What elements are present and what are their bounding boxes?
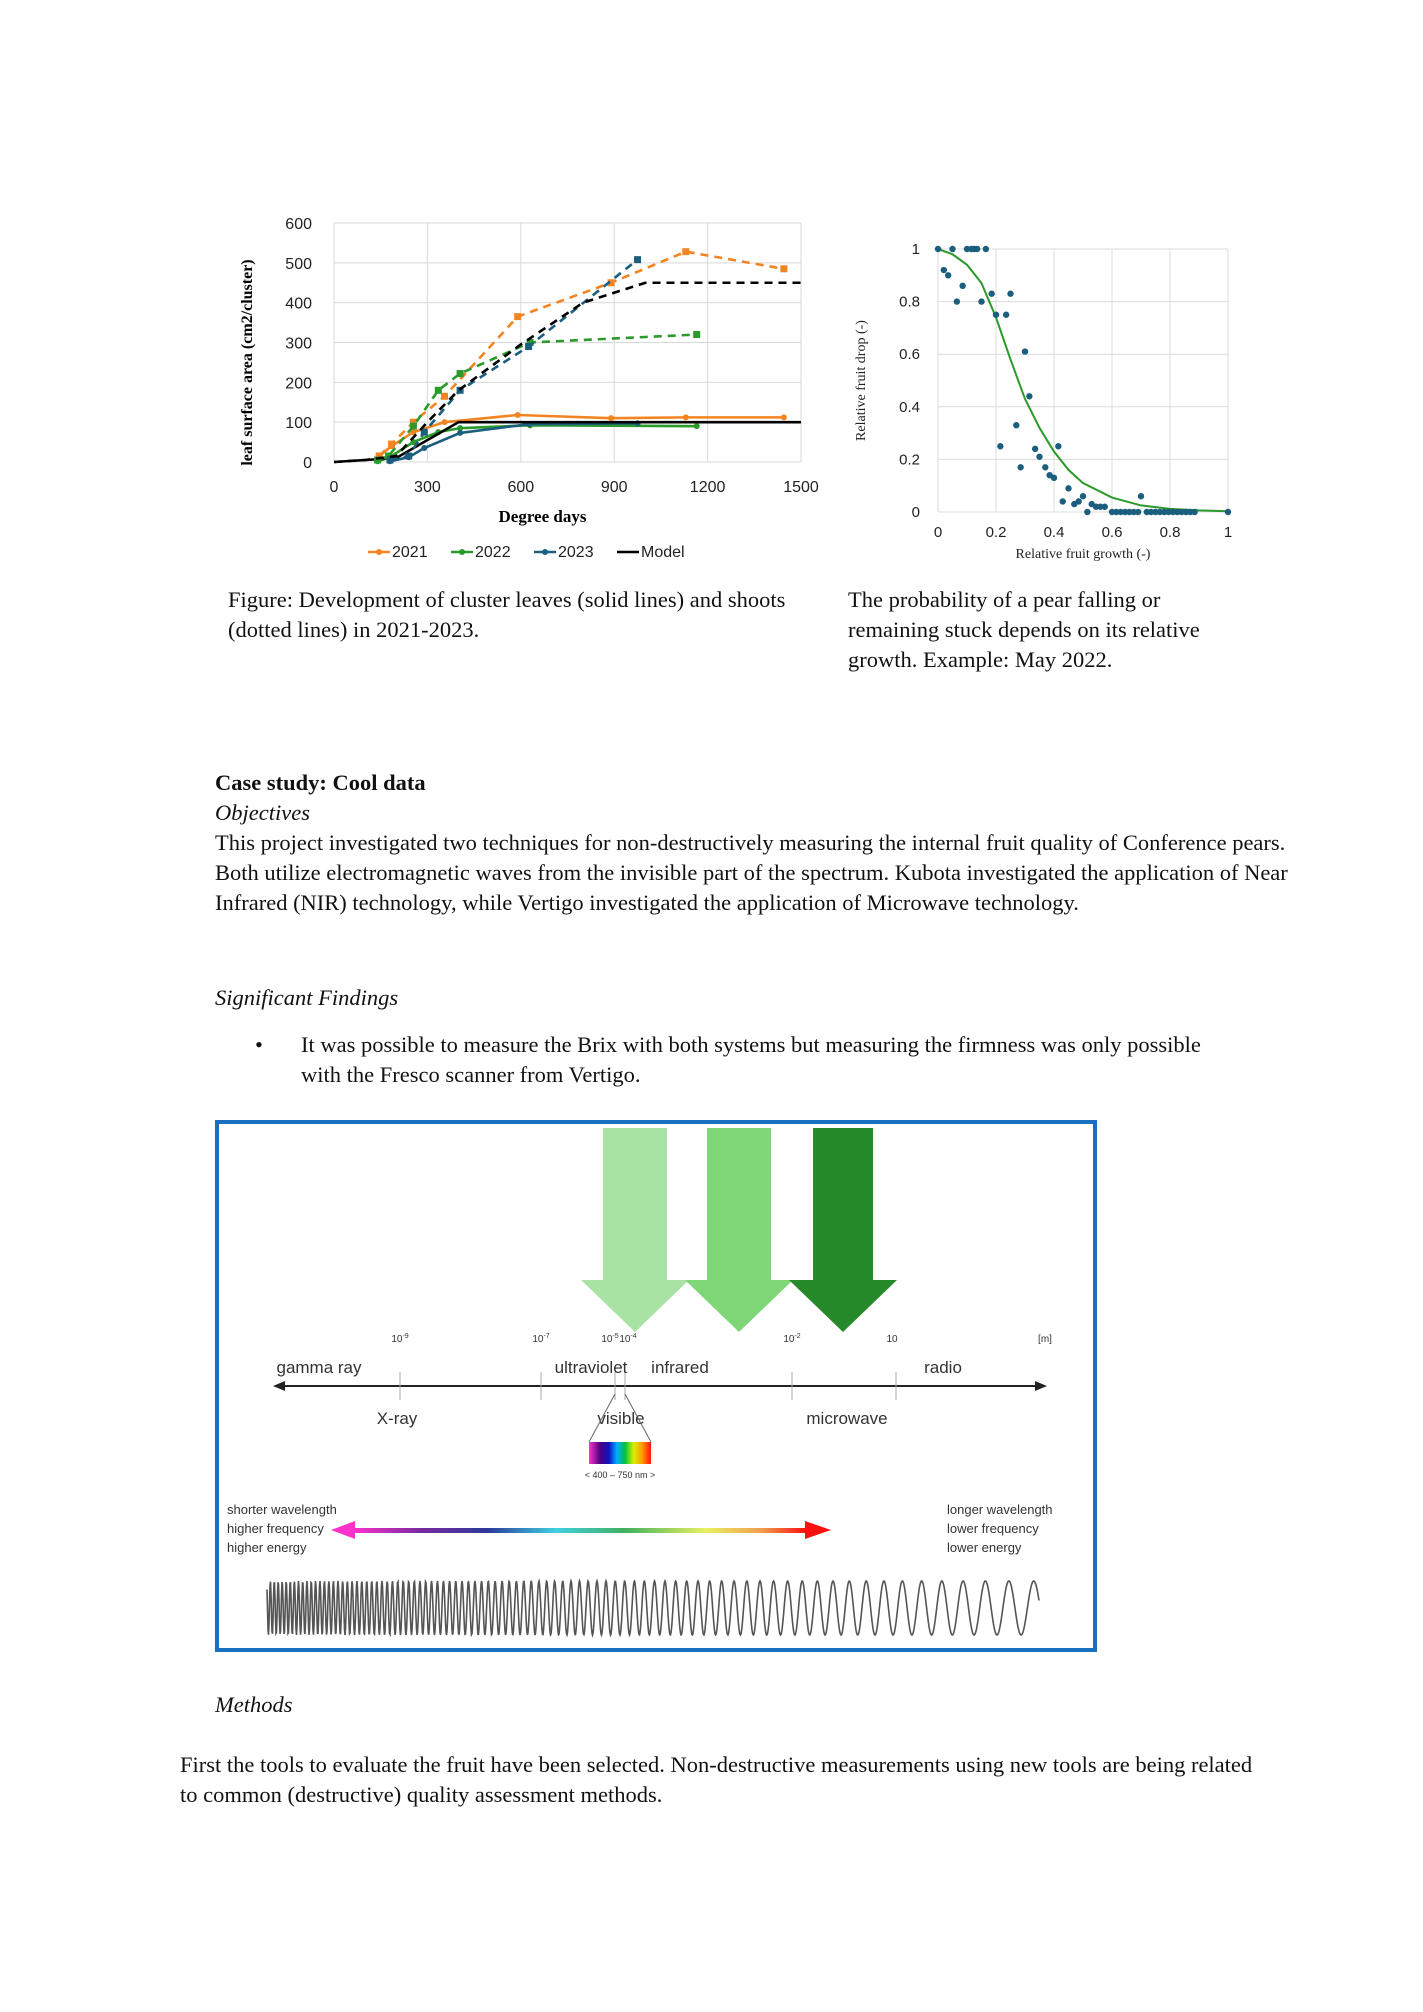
scatter-point [1060,498,1066,504]
data-marker-dot [442,419,448,425]
frequency-gradient-bar [351,1528,806,1533]
x-tick-label: 0.2 [985,524,1007,541]
leaf-area-chart [220,205,830,575]
scatter-point [974,246,980,252]
x-tick-label: 900 [600,479,628,496]
legend-label: 2021 [392,544,428,561]
findings-label: Significant Findings [215,985,399,1010]
down-arrow-1 [581,1128,689,1332]
y-tick-label: 0 [303,455,312,472]
data-marker-square [457,370,464,377]
right-figure-caption: The probability of a pear falling or remaining stuck depends on its relative growth. Example: May 2022. [848,587,1200,672]
scatter-point [1051,475,1057,481]
scale-label: 10 [886,1334,898,1345]
data-marker-dot [515,412,521,418]
scatter-point [983,246,989,252]
electromagnetic-wave [267,1581,1039,1635]
x-tick-label: 0 [933,524,943,541]
legend-marker [542,549,548,555]
y-tick-label: 0.8 [899,293,920,311]
y-tick-label: 400 [285,295,312,313]
scatter-point [935,246,941,252]
scatter-point [978,298,984,304]
left-energy-label: higher energy [227,1540,307,1555]
x-tick-label: 1 [1223,524,1233,541]
finding-item [255,1030,1255,1090]
legend-label: 2022 [475,544,511,561]
x-tick-label: 600 [507,479,535,496]
objectives-text: This project investigated two techniques for non-destructively measuring the internal fruit quality of Conference pears. Both utilize electromagnetic waves from the invisible part of the spectrum. Kubota investigated the application of Near Infrared (NIR) technology, while Vertigo investigated the application of Microwave technology. [215,830,1288,915]
methods-label: Methods [215,1692,293,1717]
band-label-top: gamma ray [276,1358,362,1377]
scatter-point [988,291,994,297]
data-marker-dot [608,415,614,421]
data-marker-square [525,343,532,350]
data-marker-dot [421,445,427,451]
band-label-top: infrared [651,1358,709,1377]
down-arrow-2 [685,1128,793,1332]
y-axis-title: leaf surface area (cm2/cluster) [239,259,256,466]
y-axis-title: Relative fruit drop (-) [854,320,869,441]
data-marker-dot [781,414,787,420]
right-energy-label: longer wavelength [947,1502,1053,1517]
scatter-point [941,267,947,273]
gradient-arrow-right-icon [805,1521,831,1539]
legend-label: Model [641,544,685,561]
scale-label: $10^{-7}$ [532,1333,550,1345]
scatter-point [1017,464,1023,470]
band-label-bottom: X-ray [376,1409,418,1428]
y-tick-label: 300 [285,335,312,353]
x-axis-title: Relative fruit growth (-) [1015,547,1151,562]
y-tick-label: 100 [285,415,312,433]
data-marker-square [693,331,700,338]
y-tick-label: 0 [911,504,920,521]
finding-text: It was possible to measure the Brix with both systems but measuring the firmness was only possible with the Fresco scanner from Vertigo. [301,1032,1201,1087]
left-energy-label: higher frequency [227,1521,324,1536]
scatter-point [1084,509,1090,515]
band-label-top: radio [924,1358,962,1377]
x-tick-label: 0 [329,479,339,496]
scatter-point [1007,291,1013,297]
scale-label: $10^{-2}$ [783,1333,801,1345]
shoots-line-model [334,283,801,462]
methods-text: First the tools to evaluate the fruit have been selected. Non-destructive measurements using new tools are being related to common (destructive) quality assessment methods. [180,1752,1253,1807]
fitted-curve [938,249,1228,511]
visible-range-label: < 400 – 750 nm > [584,1470,656,1480]
scale-label: $10^{-5}$ [601,1333,619,1345]
down-arrow-3 [789,1128,897,1332]
axis-arrow-left-icon [273,1381,285,1391]
scatter-point [997,443,1003,449]
data-marker-dot [694,423,700,429]
scatter-point [993,312,999,318]
legend-label: 2023 [558,544,594,561]
scatter-point [1075,498,1081,504]
x-tick-label: 1200 [689,479,726,496]
scatter-point [1065,485,1071,491]
data-marker-dot [457,430,463,436]
spectrum-svg [219,1124,1093,1648]
y-tick-label: 0.2 [899,451,920,469]
scatter-point [1036,454,1042,460]
band-label-bottom: visible [597,1409,645,1428]
y-tick-label: 600 [285,216,312,233]
y-tick-label: 0.4 [899,398,920,416]
fruit-drop-chart [845,230,1245,575]
x-tick-label: 0.6 [1101,524,1123,541]
y-tick-label: 200 [285,375,312,393]
left-figure-caption: Figure: Development of cluster leaves (solid lines) and shoots (dotted lines) in 2021-2023. [228,587,786,642]
findings-list [255,1030,1255,1090]
scatter-point [1138,493,1144,499]
scatter-point [945,272,951,278]
axis-arrow-right-icon [1035,1381,1047,1391]
gradient-arrow-left-icon [331,1521,355,1539]
scatter-point [954,298,960,304]
objectives-label: Objectives [215,800,310,825]
visible-color-bar [589,1442,651,1464]
x-axis-title: Degree days [498,507,587,526]
scatter-point [1003,312,1009,318]
scatter-point [949,246,955,252]
spectrum-diagram [215,1120,1097,1652]
scale-label: [m] [1038,1334,1052,1345]
data-marker-square [682,248,689,255]
data-marker-square [388,441,395,448]
legend-marker [376,549,382,555]
scatter-point [959,283,965,289]
scatter-point [1022,348,1028,354]
scale-label: $10^{-9}$ [391,1333,409,1345]
x-tick-label: 0.8 [1159,524,1181,541]
y-tick-label: 500 [285,255,312,273]
scatter-point [1225,509,1231,515]
x-tick-label: 300 [414,479,441,496]
scale-label: $10^{-4}$ [619,1333,637,1345]
legend-marker [459,549,465,555]
case-study-section [215,768,1295,918]
data-marker-square [634,256,641,263]
right-energy-label: lower frequency [947,1521,1039,1536]
scatter-point [1032,446,1038,452]
bullet-icon: • [255,1032,263,1057]
scatter-point [1055,443,1061,449]
band-label-bottom: microwave [806,1409,888,1428]
x-tick-label: 1500 [783,479,819,496]
scatter-point [1042,464,1048,470]
data-marker-dot [683,414,689,420]
data-marker-square [441,393,448,400]
data-marker-square [514,313,521,320]
left-energy-label: shorter wavelength [227,1502,337,1517]
scatter-point [1026,393,1032,399]
y-tick-label: 0.6 [899,346,920,364]
data-marker-square [780,265,787,272]
band-label-top: ultraviolet [554,1358,628,1377]
scatter-point [1135,509,1141,515]
data-marker-square [410,423,417,430]
scatter-point [1013,422,1019,428]
data-marker-square [435,387,442,394]
scatter-point [1102,504,1108,510]
scatter-point [1191,509,1197,515]
y-tick-label: 1 [911,241,920,258]
section-heading: Case study: Cool data [215,770,426,795]
data-marker-square [405,453,412,460]
right-energy-label: lower energy [947,1540,1022,1555]
scatter-point [1080,493,1086,499]
x-tick-label: 0.4 [1043,524,1065,541]
